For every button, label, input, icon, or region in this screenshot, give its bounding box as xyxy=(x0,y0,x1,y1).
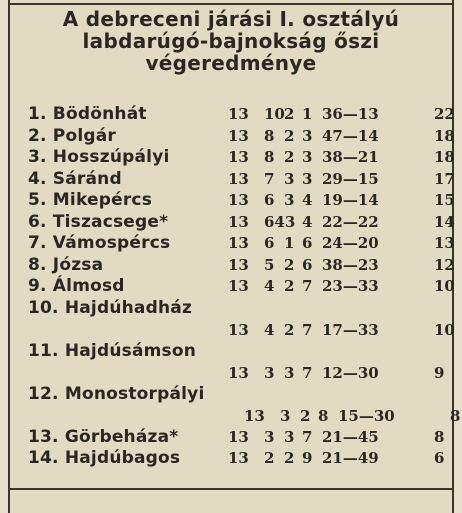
stat-won: 3 xyxy=(264,363,275,382)
team-name: 6. Tiszacsege* xyxy=(28,211,169,232)
table-row xyxy=(28,190,455,212)
stat-points: 10 xyxy=(434,277,455,295)
stat-goals: 15—30 xyxy=(338,406,395,425)
team-name: 8. Józsa xyxy=(28,254,104,275)
stat-wdl: 643 xyxy=(264,212,296,231)
table-row xyxy=(28,211,455,234)
top-rule xyxy=(10,3,452,5)
stat-won: 3 xyxy=(264,427,275,446)
stat-lost: 6 xyxy=(302,234,313,252)
team-name: 2. Polgár xyxy=(28,125,116,146)
title-line-3: végeredménye xyxy=(145,51,317,75)
stat-goals: 19—14 xyxy=(322,191,379,209)
stat-goals: 21—49 xyxy=(322,449,379,467)
stat-goals: 36—13 xyxy=(322,105,379,123)
stat-won: 4 xyxy=(264,277,275,295)
stat-played: 13 xyxy=(228,169,249,188)
stat-drawn: 3 xyxy=(284,191,295,209)
stat-drawn: 2 xyxy=(284,277,295,295)
stat-points: 17 xyxy=(434,169,455,188)
stat-won: 4 xyxy=(264,320,275,339)
stat-played: 13 xyxy=(228,105,249,123)
stat-lost: 3 xyxy=(302,169,313,188)
stat-drawn: 2 xyxy=(284,126,295,145)
stat-points: 13 xyxy=(434,234,455,252)
stat-goals: 29—15 xyxy=(322,169,379,188)
stat-played: 13 xyxy=(228,191,249,209)
stat-lost: 6 xyxy=(302,255,313,274)
stat-won: 5 xyxy=(264,255,275,274)
stat-lost: 7 xyxy=(302,277,313,295)
stat-won: 10 xyxy=(264,105,285,123)
stat-lost: 4 xyxy=(302,212,313,231)
team-name: 7. Vámospércs xyxy=(28,233,171,253)
stat-played: 13 xyxy=(228,363,249,382)
stat-won: 8 xyxy=(264,126,275,145)
team-name: 4. Sáránd xyxy=(28,168,122,189)
stat-lost: 8 xyxy=(318,406,329,425)
stat-points: 9 xyxy=(434,363,445,382)
stat-drawn: 1 xyxy=(284,234,295,252)
stat-drawn: 2 xyxy=(284,320,295,339)
stat-played: 13 xyxy=(228,212,249,231)
table-row xyxy=(28,233,455,255)
stat-lost: 7 xyxy=(302,320,313,339)
stat-won: 3 xyxy=(280,406,291,425)
table-row xyxy=(28,341,448,384)
stat-played: 13 xyxy=(228,255,249,274)
stat-played: 13 xyxy=(228,427,249,446)
team-name: 5. Mikepércs xyxy=(28,190,153,210)
standings-table xyxy=(28,104,461,470)
stat-goals: 23—33 xyxy=(322,277,379,295)
stat-played: 13 xyxy=(228,320,249,339)
stat-played: 13 xyxy=(228,148,249,166)
stat-lost: 7 xyxy=(302,363,313,382)
stat-won: 7 xyxy=(264,169,275,188)
table-row xyxy=(28,448,448,470)
stat-won: 2 xyxy=(264,449,275,467)
table-row xyxy=(28,147,455,169)
title-line-1: A debreceni járási I. osztályú xyxy=(62,7,400,31)
table-row xyxy=(28,383,461,427)
stat-drawn: 2 xyxy=(284,105,295,123)
table-row xyxy=(28,104,455,126)
stat-played: 13 xyxy=(228,126,249,145)
table-row xyxy=(28,168,455,191)
stat-points: 18 xyxy=(434,148,455,166)
stat-points: 18 xyxy=(434,126,455,145)
article-title xyxy=(10,8,452,74)
stat-points: 10 xyxy=(434,320,455,339)
stat-goals: 12—30 xyxy=(322,363,379,382)
title-line-2: labdarúgó-bajnokság őszi xyxy=(82,29,380,53)
stat-drawn: 3 xyxy=(284,427,295,446)
stat-lost: 9 xyxy=(302,449,313,467)
team-name: 10. Hajdúhadház xyxy=(28,297,193,318)
stat-drawn: 3 xyxy=(284,363,295,382)
stat-goals: 17—33 xyxy=(322,320,379,339)
stat-drawn: 2 xyxy=(284,148,295,166)
stat-goals: 38—21 xyxy=(322,148,379,166)
stat-points: 12 xyxy=(434,255,455,274)
stat-goals: 24—20 xyxy=(322,234,379,252)
stat-won: 6 xyxy=(264,191,275,209)
stat-lost: 7 xyxy=(302,427,313,446)
stat-drawn: 3 xyxy=(284,169,295,188)
stat-goals: 22—22 xyxy=(322,212,379,231)
stat-played: 13 xyxy=(228,449,249,467)
stat-played: 13 xyxy=(228,234,249,252)
newspaper-clipping xyxy=(8,0,461,513)
table-row xyxy=(28,427,448,449)
stat-drawn: 2 xyxy=(284,255,295,274)
stat-won: 6 xyxy=(264,234,275,252)
stat-played: 13 xyxy=(228,277,249,295)
stat-drawn: 2 xyxy=(284,449,295,467)
stat-points: 14 xyxy=(434,212,455,231)
stat-lost: 1 xyxy=(302,105,313,123)
team-name: 14. Hajdúbagos xyxy=(28,448,181,468)
table-row xyxy=(28,125,455,148)
team-name: 11. Hajdúsámson xyxy=(28,340,197,361)
stat-goals: 47—14 xyxy=(322,126,379,145)
stat-points: 6 xyxy=(434,449,445,467)
stat-points: 22 xyxy=(434,105,455,123)
stat-points: 15 xyxy=(434,191,455,209)
stat-goals: 38—23 xyxy=(322,255,379,274)
table-row xyxy=(28,276,455,298)
table-row xyxy=(28,254,455,277)
table-row xyxy=(28,297,455,341)
stat-lost: 4 xyxy=(302,191,313,209)
stat-drawn: 2 xyxy=(300,406,311,425)
stat-played: 13 xyxy=(244,406,265,425)
stat-points: 8 xyxy=(434,427,445,446)
stat-points: 8 xyxy=(450,406,461,425)
stat-won: 8 xyxy=(264,148,275,166)
bottom-rule xyxy=(10,488,452,490)
team-name: 9. Álmosd xyxy=(28,276,125,296)
team-name: 1. Bödönhát xyxy=(28,104,147,124)
stat-lost: 3 xyxy=(302,148,313,166)
team-name: 3. Hosszúpályi xyxy=(28,147,170,167)
stat-goals: 21—45 xyxy=(322,427,379,446)
team-name: 13. Görbeháza* xyxy=(28,426,179,447)
team-name: 12. Monostorpályi xyxy=(28,383,205,404)
stat-lost: 3 xyxy=(302,126,313,145)
